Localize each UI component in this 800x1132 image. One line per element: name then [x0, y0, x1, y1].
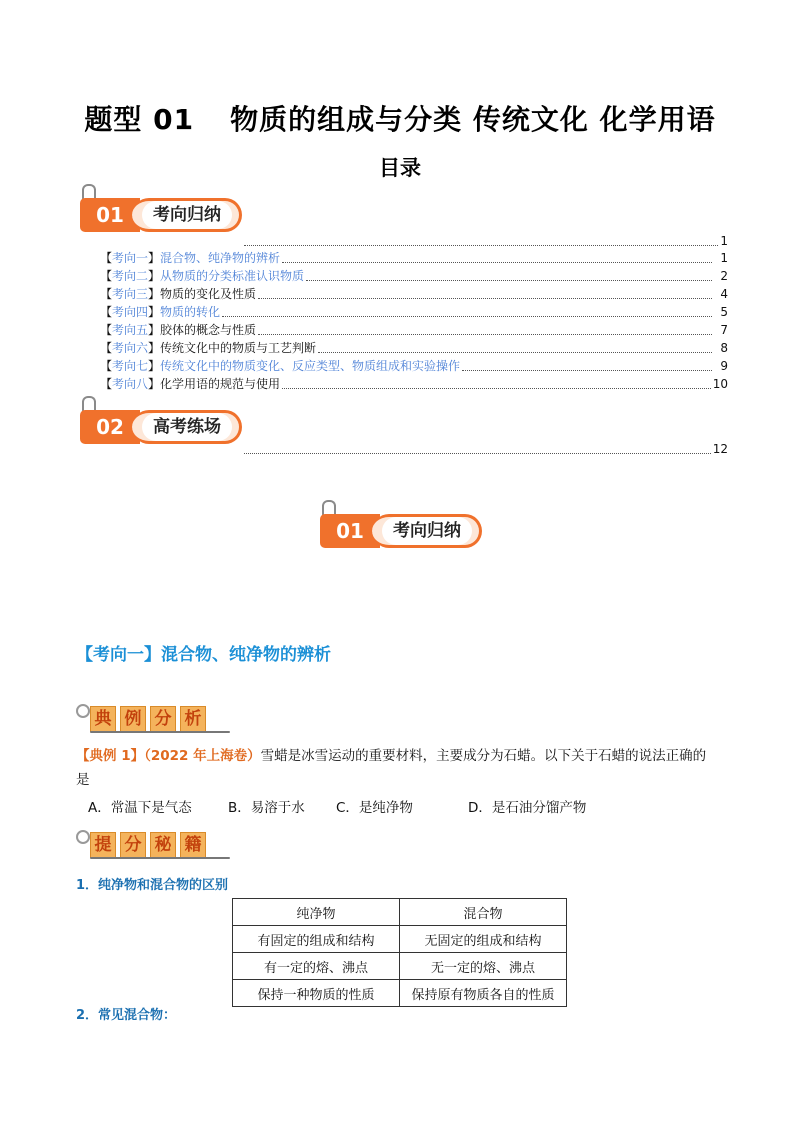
- example-analysis-banner: 典 例 分 析: [76, 700, 236, 734]
- document-title: [0, 98, 800, 138]
- toc-tag: 考向四: [112, 305, 149, 319]
- toc-item[interactable]: 【 考向八 】 化学用语的规范与使用 10: [100, 377, 728, 391]
- toc-item[interactable]: 【 考向四 】 物质的转化 5: [100, 305, 728, 319]
- example-question: [76, 744, 726, 792]
- table-row: [233, 980, 567, 1007]
- badge-label: 高考练场: [142, 413, 232, 441]
- toc-text: 物质的转化: [160, 305, 221, 319]
- toc-section-1-line[interactable]: [244, 233, 728, 250]
- toc-tag: 考向三: [112, 287, 149, 301]
- toc-item[interactable]: 【 考向七 】 传统文化中的物质变化、反应类型、物质组成和实验操作 9: [100, 359, 728, 373]
- pin-icon: [76, 830, 90, 844]
- section-badge-main: [320, 500, 490, 550]
- toc-page: 8: [720, 341, 728, 355]
- toc-tag: 考向二: [112, 269, 149, 283]
- badge-label: 考向归纳: [382, 517, 472, 545]
- table-row: [233, 926, 567, 953]
- toc-page: 5: [720, 305, 728, 319]
- option-b[interactable]: B．易溶于水: [228, 800, 305, 816]
- toc-item[interactable]: 【 考向六 】 传统文化中的物质与工艺判断 8: [100, 341, 728, 355]
- table-cell: 有固定的组成和结构: [233, 926, 400, 953]
- example-stem: 雪蜡是冰雪运动的重要材料，主要成分为石蜡。以下关于石蜡的说法正确的: [260, 748, 707, 764]
- table-cell: 有一定的熔、沸点: [233, 953, 400, 980]
- toc-text: 传统文化中的物质变化、反应类型、物质组成和实验操作: [160, 359, 461, 373]
- toc-text: 胶体的概念与性质: [160, 323, 257, 337]
- toc-text: 传统文化中的物质与工艺判断: [160, 341, 317, 355]
- title-part1: 题型 01: [84, 103, 195, 136]
- toc-text: 混合物、纯净物的辨析: [160, 251, 281, 265]
- toc-item[interactable]: 【 考向一 】 混合物、纯净物的辨析 1: [100, 251, 728, 265]
- comparison-table: [232, 898, 567, 1007]
- table-header-row: [233, 899, 567, 926]
- example-source: （2022 年上海卷）: [144, 748, 261, 764]
- option-c[interactable]: C．是纯净物: [336, 800, 413, 816]
- section-heading: 【考向一】混合物、纯净物的辨析: [76, 645, 331, 665]
- table-header-cell: 混合物: [400, 899, 567, 926]
- table-cell: 无一定的熔、沸点: [400, 953, 567, 980]
- section-badge-1[interactable]: [80, 184, 250, 234]
- options-row: [88, 796, 586, 820]
- title-part2: 物质的组成与分类 传统文化 化学用语: [230, 103, 716, 136]
- badge-label: 考向归纳: [142, 201, 232, 229]
- option-d[interactable]: D．是石油分馏产物: [468, 800, 587, 816]
- toc-tag: 考向五: [112, 323, 149, 337]
- toc-item[interactable]: 【 考向三 】 物质的变化及性质 4: [100, 287, 728, 301]
- table-cell: 保持原有物质各自的性质: [400, 980, 567, 1007]
- badge-number: 02: [80, 410, 140, 444]
- toc-tag: 考向七: [112, 359, 149, 373]
- toc-item[interactable]: 【 考向二 】 从物质的分类标准认识物质 2: [100, 269, 728, 283]
- badge-number: 01: [80, 198, 140, 232]
- table-cell: 保持一种物质的性质: [233, 980, 400, 1007]
- tip-heading-2: 2．常见混合物：: [76, 1008, 177, 1023]
- toc-item[interactable]: 【 考向五 】 胶体的概念与性质 7: [100, 323, 728, 337]
- table-row: [233, 953, 567, 980]
- toc-page: 1: [720, 251, 728, 265]
- toc-text: 化学用语的规范与使用: [160, 377, 281, 391]
- toc-tag: 考向一: [112, 251, 149, 265]
- badge-number: 01: [320, 514, 380, 548]
- toc-heading: 目录: [379, 156, 421, 180]
- toc-page: 1: [720, 234, 728, 248]
- table-header-cell: 纯净物: [233, 899, 400, 926]
- tips-banner: 提 分 秘 籍: [76, 826, 236, 860]
- example-label: 【典例 1】: [76, 748, 145, 764]
- toc-tag: 考向六: [112, 341, 149, 355]
- section-badge-2[interactable]: [80, 396, 250, 446]
- toc-page: 7: [720, 323, 728, 337]
- toc-tag: 考向八: [112, 377, 149, 391]
- example-stem-cont: 是: [76, 772, 90, 788]
- toc-page: 9: [720, 359, 728, 373]
- toc-page: 4: [720, 287, 728, 301]
- table-cell: 无固定的组成和结构: [400, 926, 567, 953]
- pin-icon: [76, 704, 90, 718]
- toc-section-2-line[interactable]: [244, 441, 728, 458]
- toc-page: 10: [712, 377, 728, 391]
- tip-heading-1: 1．纯净物和混合物的区别: [76, 878, 229, 893]
- toc-text: 物质的变化及性质: [160, 287, 257, 301]
- option-a[interactable]: A．常温下是气态: [88, 800, 192, 816]
- toc-page: 12: [712, 442, 728, 456]
- toc-text: 从物质的分类标准认识物质: [160, 269, 305, 283]
- toc-page: 2: [720, 269, 728, 283]
